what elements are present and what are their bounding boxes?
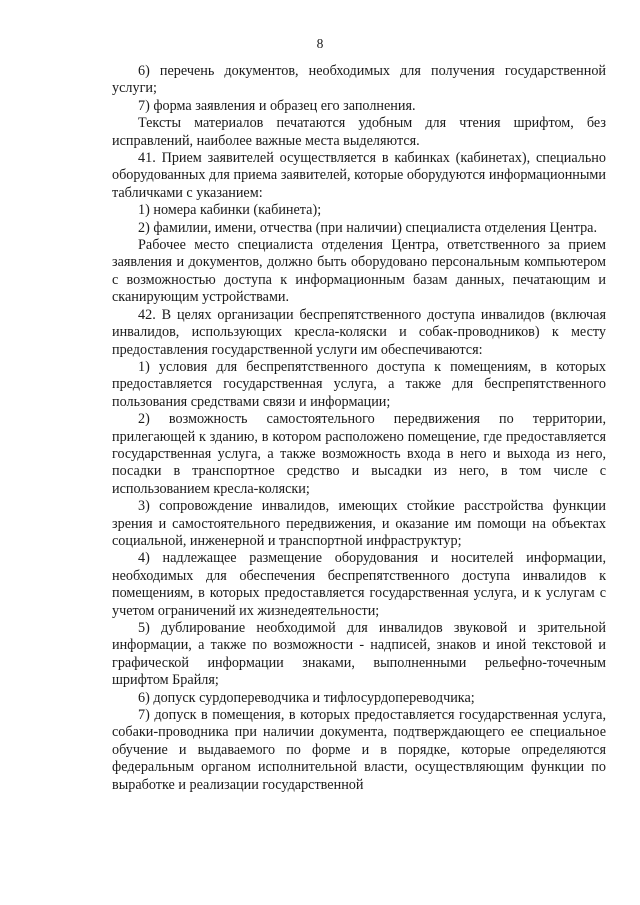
paragraph-42-item-3: 3) сопровождение инвалидов, имеющих стойкие расстройства функции зрения и самостоятельного передвижения, и оказание им помощи на объектах социальной, инженерной и транспортной инфраструктур; — [112, 498, 606, 549]
paragraph-text-materials: Тексты материалов печатаются удобным для чтения шрифтом, без исправлений, наиболее важные места выделяются. — [112, 115, 606, 149]
paragraph-clause-41: 41. Прием заявителей осуществляется в кабинках (кабинетах), специально оборудованных для приема заявителей, которые оборудуются информационными табличками с указанием: — [112, 150, 606, 201]
paragraph-clause-42: 42. В целях организации беспрепятственного доступа инвалидов (включая инвалидов, использующих кресла-коляски и собак-проводников) к месту предоставления государственной услуги им обеспечиваются: — [112, 306, 606, 358]
paragraph-42-item-6: 6) допуск сурдопереводчика и тифлосурдопереводчика; — [138, 689, 475, 706]
document-body — [112, 63, 606, 794]
paragraph-42-item-4: 4) надлежащее размещение оборудования и носителей информации, необходимых для обеспечения беспрепятственного доступа инвалидов к помещениям, в которых предоставляется государственная услуга, и к услугам с учетом ограничений их жизнедеятельности; — [112, 550, 606, 619]
paragraph-41-item-2: 2) фамилии, имени, отчества (при наличии) специалиста отделения Центра. — [138, 219, 598, 236]
page-number: 8 — [316, 36, 324, 51]
paragraph-42-item-7: 7) допуск в помещения, в которых предоставляется государственная услуга, собаки-проводника при наличии документа, подтверждающего ее специальное обучение и выдаваемого по форме и в порядке, которые определяются федеральным органом исполнительной власти, осуществляющим функции по выработке и реализации государственной — [112, 707, 606, 793]
paragraph-42-item-1: 1) условия для беспрепятственного доступа к помещениям, в которых предоставляется государственная услуга, а также для беспрепятственного пользования средствами связи и информации; — [112, 358, 606, 410]
paragraph-workplace: Рабочее место специалиста отделения Центра, ответственного за прием заявления и документов, должно быть оборудовано персональным компьютером с возможностью доступа к информационным базам данных, печатающим и сканирующим устройствами. — [112, 237, 606, 306]
paragraph-41-item-1: 1) номера кабинки (кабинета); — [138, 202, 322, 219]
paragraph-42-item-2: 2) возможность самостоятельного передвижения по территории, прилегающей к зданию, в котором расположено помещение, где предоставляется государственная услуга, а также возможность входа в него и выхода из него, посадки в транспортное средство и высадки из него, в том числе с использованием кресла-коляски; — [112, 411, 606, 497]
paragraph-42-item-5: 5) дублирование необходимой для инвалидов звуковой и зрительной информации, а также по возможности - надписей, знаков и иной текстовой и графической информации знаками, выполненными рельефно-точечным шрифтом Брайля; — [112, 620, 606, 689]
paragraph-item-7: 7) форма заявления и образец его заполнения. — [138, 97, 416, 114]
paragraph-item-6: 6) перечень документов, необходимых для получения государственной услуги; — [112, 63, 606, 97]
